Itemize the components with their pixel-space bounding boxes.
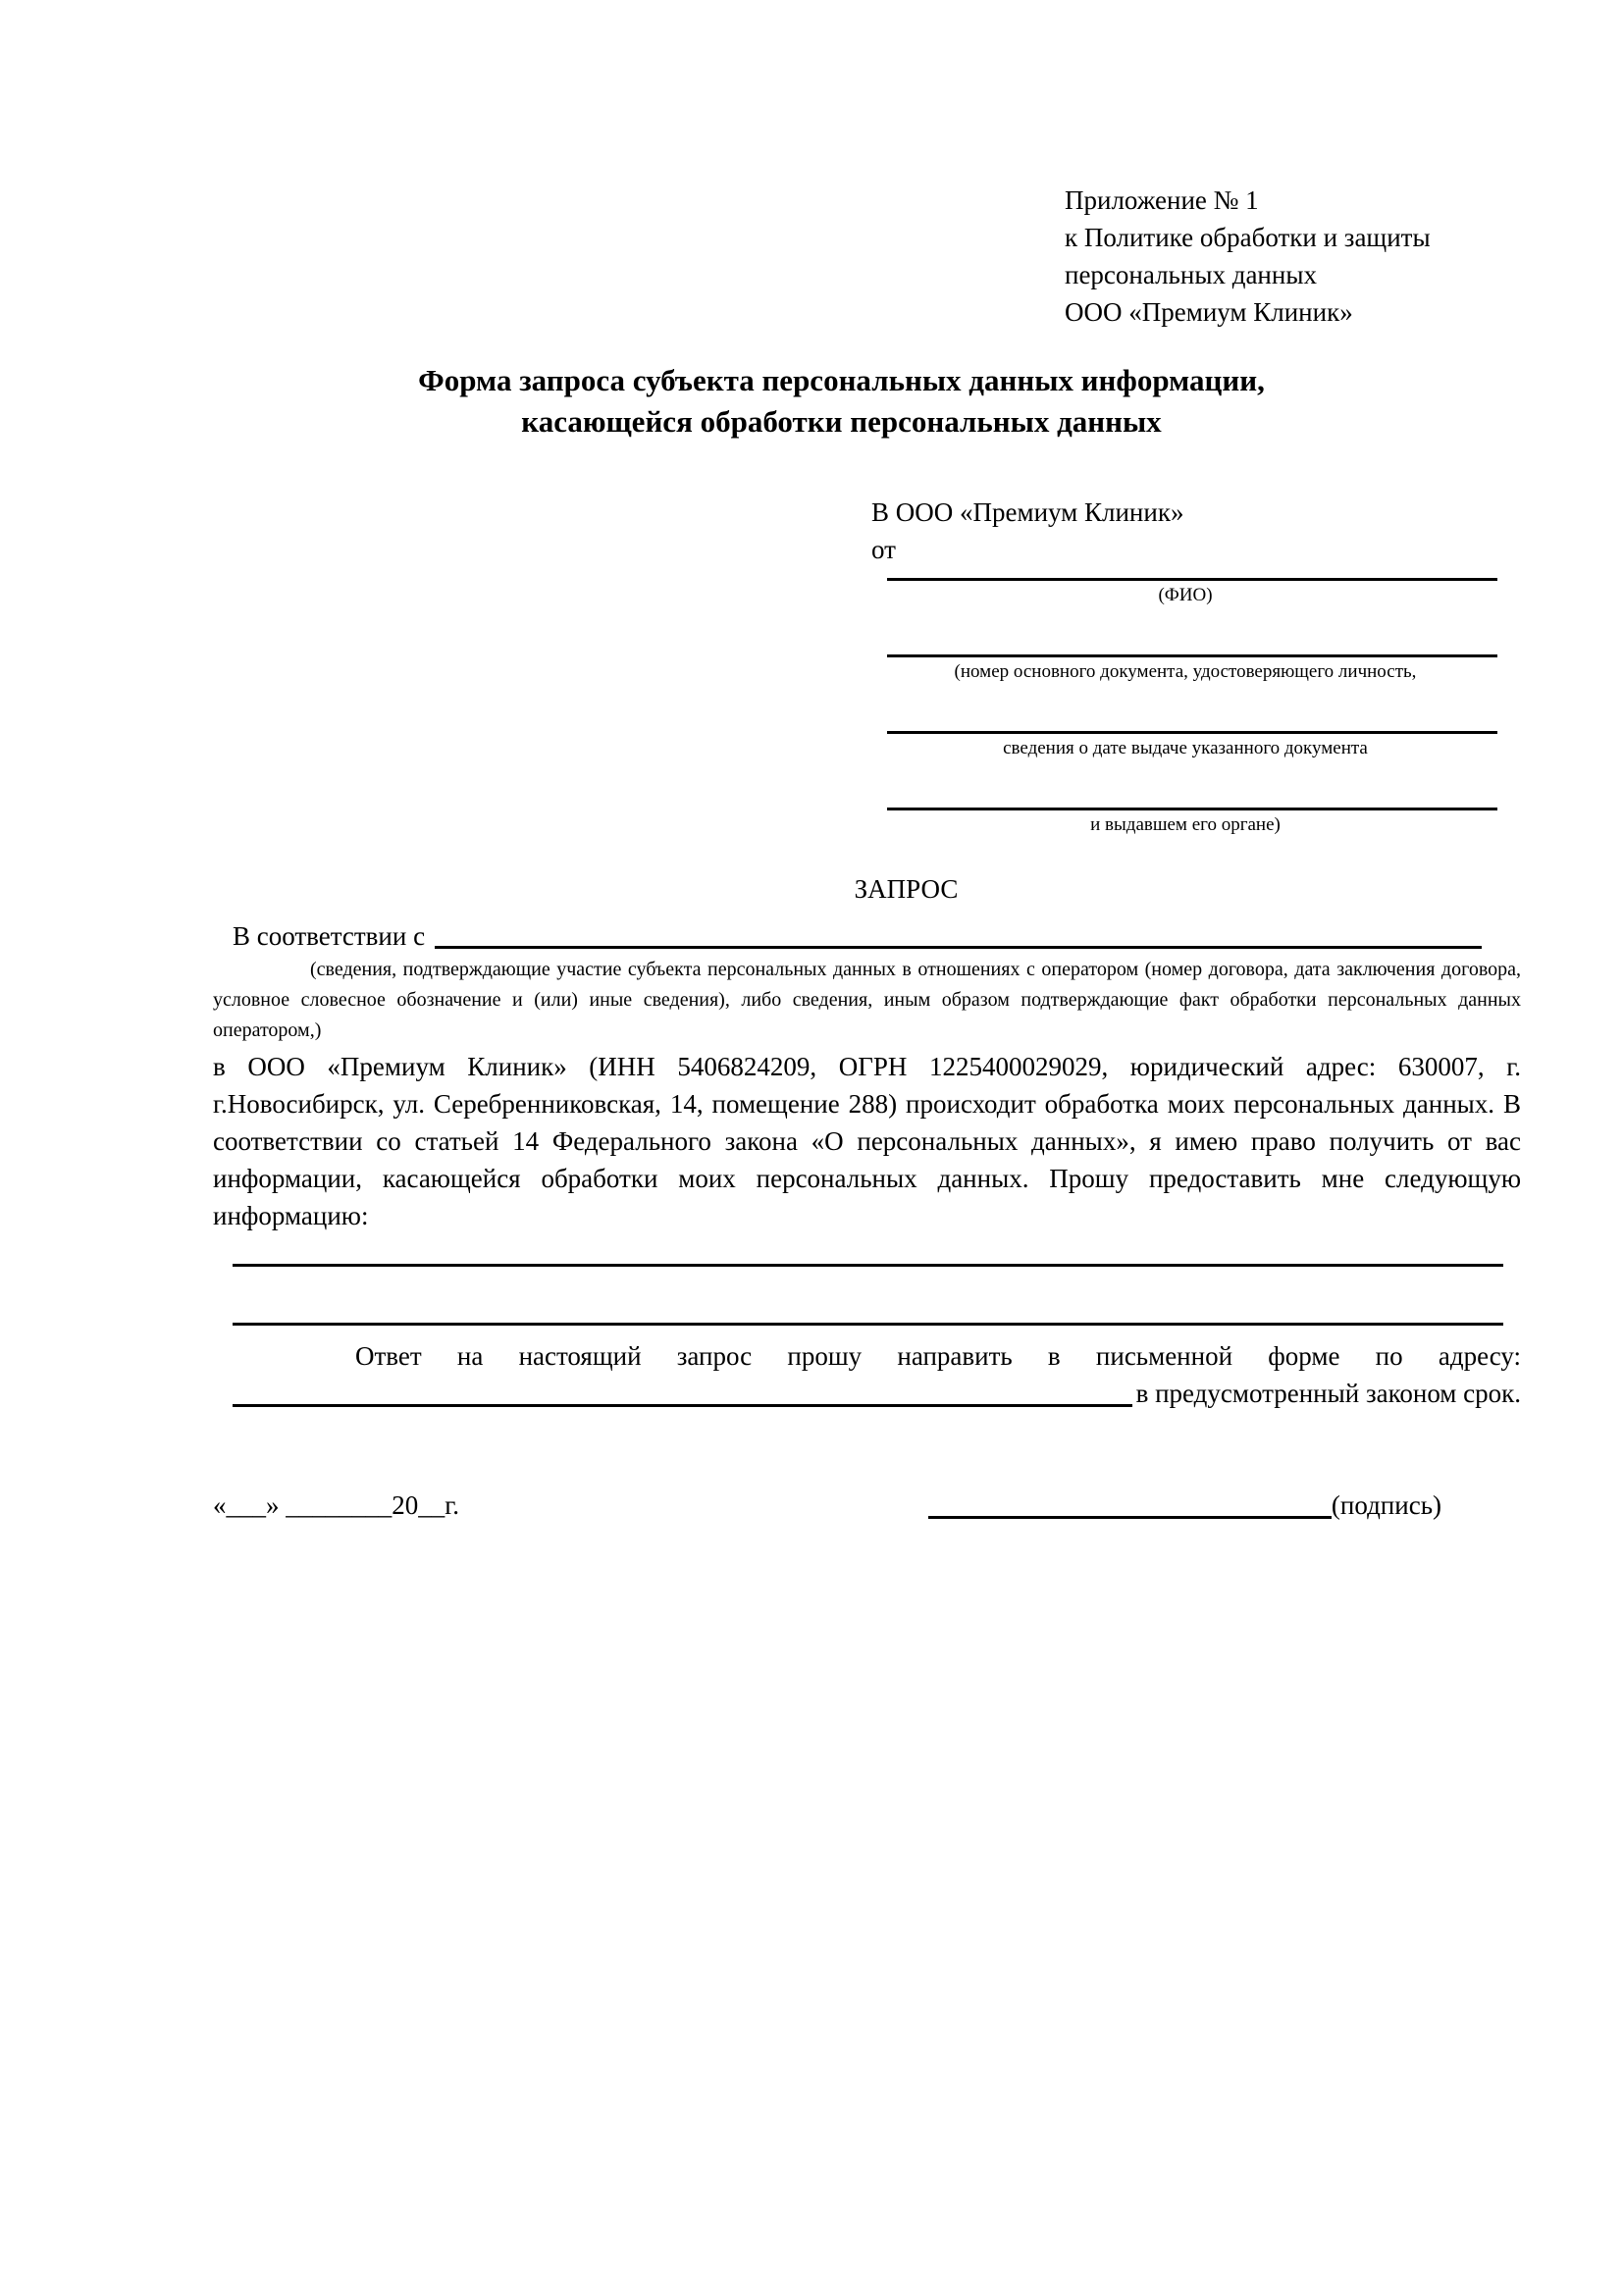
answer-suffix-text: в предусмотренный законом срок.	[1135, 1379, 1521, 1408]
document-title-line-2: касающейся обработки персональных данных	[521, 404, 1162, 439]
fine-print-note: (сведения, подтверждающие участие субъекта персональных данных в отношениях с оператором (номер договора, дата заключения договора, условное словесное обозначение и (или) иные сведения), либо сведения, иным образом подтверждающие факт обработки персональных данных оператором,)	[213, 959, 1521, 1041]
document-number-caption: (номер основного документа, удостоверяющего личность,	[954, 661, 1417, 682]
document-title	[187, 360, 1495, 443]
answer-address-text: Ответ на настоящий запрос прошу направить в письменной форме по адресу:	[355, 1341, 1521, 1371]
addressee-from: от	[871, 535, 896, 564]
addressee-block	[871, 494, 1499, 843]
date-blank-text: «___» ________20__г.	[213, 1490, 460, 1520]
signature-blank-line	[928, 1487, 1332, 1519]
document-number-blank-line	[887, 645, 1497, 657]
issue-date-blank-line	[887, 721, 1497, 734]
document-title-line-1: Форма запроса субъекта персональных данных информации,	[418, 363, 1265, 397]
appendix-line: персональных данных	[1065, 260, 1317, 289]
issue-date-field	[871, 721, 1499, 798]
request-heading: ЗАПРОС	[854, 874, 959, 904]
accordance-blank-line	[435, 917, 1482, 949]
date-signature-row	[213, 1487, 1521, 1524]
information-blank-line-2	[233, 1323, 1503, 1326]
appendix-block	[1065, 182, 1521, 331]
accordance-label: В соответствии с	[233, 921, 426, 951]
address-blank-line	[233, 1375, 1132, 1407]
signature-block	[928, 1487, 1441, 1524]
information-blank-line-1	[233, 1264, 1503, 1267]
appendix-line: к Политике обработки и защиты	[1065, 223, 1431, 252]
issuing-authority-blank-line	[887, 798, 1497, 810]
appendix-line: Приложение № 1	[1065, 185, 1259, 215]
issue-date-caption: сведения о дате выдаче указанного документа	[1003, 738, 1368, 758]
signature-caption: (подпись)	[1331, 1490, 1441, 1520]
addressee-to: В ООО «Премиум Клиник»	[871, 497, 1184, 527]
request-body-paragraph: в ООО «Премиум Клиник» (ИНН 5406824209, ОГРН 1225400029029, юридический адрес: 630007, г. г.Новосибирск, ул. Серебренниковская, 14, помещение 288) происходит обработка моих персональных данных. В соответствии со статьей 14 Федерального закона «О персональных данных», я имею право получить от вас информации, касающейся обработки моих персональных данных. Прошу предоставить мне следующую информацию:	[213, 1052, 1521, 1230]
document-number-field	[871, 645, 1499, 721]
issuing-authority-field	[871, 798, 1499, 843]
accordance-row	[213, 917, 1521, 955]
appendix-line: ООО «Премиум Клиник»	[1065, 297, 1353, 327]
answer-address-row	[213, 1375, 1521, 1412]
fio-blank-line	[887, 568, 1497, 581]
issuing-authority-caption: и выдавшем его органе)	[1090, 814, 1281, 835]
fio-field	[871, 568, 1499, 645]
fio-field-caption: (ФИО)	[1158, 585, 1213, 605]
